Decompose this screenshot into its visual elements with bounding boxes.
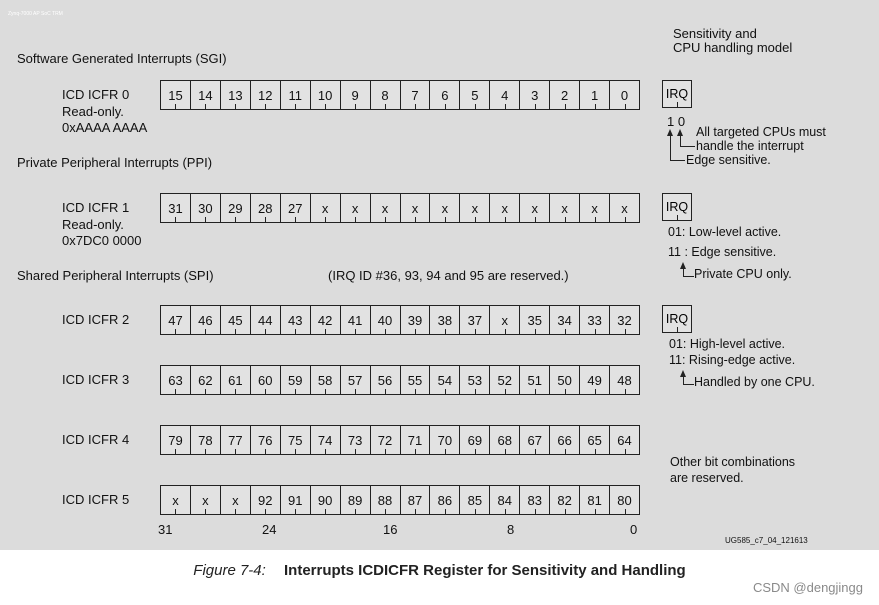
irq-label: IRQ [665,87,689,101]
bit-tick [295,389,296,394]
bit-cell: 78 [191,426,221,454]
bit-cell: 41 [341,306,371,334]
bit-cell: 10 [311,81,341,109]
bit-cell: 14 [191,81,221,109]
bit-cell: 85 [460,486,490,514]
spi-model-c: Handled by one CPU. [694,375,815,389]
other-note-a: Other bit combinations [670,455,796,469]
bit-cell: x [161,486,191,514]
register-row-icfr3 [160,365,640,395]
bit-scale-16: 16 [383,522,398,537]
irq-label: IRQ [665,312,689,326]
bit-cell: x [550,194,580,222]
bit-cell: 72 [371,426,401,454]
bit-cell: 63 [161,366,191,394]
bit-tick [535,509,536,514]
bit-cell: 82 [550,486,580,514]
bit-tick [535,449,536,454]
bit-cell: 71 [401,426,431,454]
bit-tick [475,509,476,514]
bit-cell: 39 [401,306,431,334]
bit-tick [175,217,176,222]
figure-number: Figure 7-4: [193,562,266,579]
bit-cell: 75 [281,426,311,454]
bit-cell: 42 [311,306,341,334]
bit-tick [175,389,176,394]
bit-tick [325,104,326,109]
bit-tick [205,389,206,394]
bit-tick [265,217,266,222]
spi-model-a: 01: High-level active. [669,337,786,351]
ppi-model-a: 01: Low-level active. [668,225,782,239]
bit-cell: 56 [371,366,401,394]
bit-tick [325,389,326,394]
bit-scale-31: 31 [158,522,173,537]
bit-cell: 1 [580,81,610,109]
watermark: CSDN @dengjingg [752,580,863,595]
bit-scale-0: 0 [630,522,638,537]
bit-tick [445,329,446,334]
bit-tick [445,449,446,454]
bit-tick [625,509,626,514]
register-name: ICD ICFR 2 [62,312,130,327]
bit-tick [295,217,296,222]
bit-tick [535,104,536,109]
ppi-bracket [683,268,694,277]
bit-tick [505,509,506,514]
bit-tick [415,509,416,514]
bit-tick [505,217,506,222]
bit-tick [595,389,596,394]
bit-tick [355,449,356,454]
register-row-icfr2 [160,305,640,335]
bit-tick [265,509,266,514]
sgi-bit0-bracket [680,136,695,147]
bit-cell: x [401,194,431,222]
sgi-model-c: Edge sensitive. [686,153,771,167]
bit-cell: 89 [341,486,371,514]
bit-cell: 8 [371,81,401,109]
other-note-b: are reserved. [670,471,744,485]
bit-cell: 53 [460,366,490,394]
bit-tick [595,329,596,334]
bit-tick [445,509,446,514]
bit-cell: x [371,194,401,222]
header-line1: Sensitivity and [673,26,757,41]
bit-cell: 65 [580,426,610,454]
bit-cell: 67 [520,426,550,454]
bit-tick [505,389,506,394]
spi-reserved-note: (IRQ ID #36, 93, 94 and 95 are reserved.) [328,268,569,283]
bit-cell: 7 [401,81,431,109]
bit-tick [415,389,416,394]
bit-cell: 60 [251,366,281,394]
bit-cell: 28 [251,194,281,222]
bit-cell: 46 [191,306,221,334]
register-access: Read-only. [62,104,124,119]
register-name: ICD ICFR 3 [62,372,130,387]
bit-cell: 64 [610,426,639,454]
bit-cell: 52 [490,366,520,394]
irq-field-ppi [662,193,692,221]
bit-tick [595,449,596,454]
bit-tick [235,329,236,334]
bit-tick [235,509,236,514]
bit-cell: 61 [221,366,251,394]
bit-tick [325,217,326,222]
bit-cell: 35 [520,306,550,334]
bit-cell: 73 [341,426,371,454]
bit-cell: 2 [550,81,580,109]
bit-cell: x [311,194,341,222]
bit-tick [535,217,536,222]
ppi-model-c: Private CPU only. [694,267,792,281]
bit-tick [265,389,266,394]
ppi-model-b: 11 : Edge sensitive. [668,245,777,259]
bit-tick [505,329,506,334]
bit-cell: 58 [311,366,341,394]
bit-tick [385,217,386,222]
bit-cell: 31 [161,194,191,222]
bit-cell: x [191,486,221,514]
bit-tick [325,329,326,334]
bit-tick [355,389,356,394]
sgi-bit0-arrow [677,129,683,136]
bit-tick [295,509,296,514]
bit-scale-24: 24 [262,522,277,537]
bit-cell: x [490,194,520,222]
bit-tick [295,329,296,334]
bit-tick [355,509,356,514]
register-row-icfr1 [160,193,640,223]
bit-tick [205,449,206,454]
bit-tick [445,389,446,394]
bit-cell: x [341,194,371,222]
bit-cell: 4 [490,81,520,109]
bit-cell: 76 [251,426,281,454]
bit-cell: 87 [401,486,431,514]
bit-cell: 29 [221,194,251,222]
register-reset-value: 0xAAAA AAAA [62,120,148,135]
bit-cell: 45 [221,306,251,334]
bit-tick [235,389,236,394]
bit-cell: 50 [550,366,580,394]
bit-cell: 27 [281,194,311,222]
bit-tick [205,509,206,514]
bit-tick [505,449,506,454]
irq-field-spi [662,305,692,333]
register-row-icfr4 [160,425,640,455]
bit-cell: 86 [430,486,460,514]
bit-cell: x [610,194,639,222]
sgi-model-a: All targeted CPUs must [696,125,826,139]
bit-tick [535,329,536,334]
register-access: Read-only. [62,217,124,232]
bit-cell: 69 [460,426,490,454]
bit-tick [475,389,476,394]
bit-cell: 83 [520,486,550,514]
spi-model-b: 11: Rising-edge active. [669,353,796,367]
register-name: ICD ICFR 1 [62,200,130,215]
bit-tick [235,449,236,454]
bit-tick [295,449,296,454]
register-name: ICD ICFR 0 [62,87,130,102]
bit-tick [175,104,176,109]
bit-cell: 68 [490,426,520,454]
bit-tick [595,217,596,222]
bit-cell: 15 [161,81,191,109]
bit-cell: 34 [550,306,580,334]
bit-tick [565,329,566,334]
bit-tick [625,449,626,454]
bit-cell: 5 [460,81,490,109]
bit-cell: 92 [251,486,281,514]
bit-tick [475,217,476,222]
bit-tick [295,104,296,109]
bit-tick [415,217,416,222]
bit-tick [325,509,326,514]
bit-cell: 49 [580,366,610,394]
bit-cell: 40 [371,306,401,334]
bit-tick [355,104,356,109]
bit-cell: 6 [430,81,460,109]
section-ppi: Private Peripheral Interrupts (PPI) [17,155,213,170]
figure-id: UG585_c7_04_121613 [725,536,808,545]
bit-tick [475,104,476,109]
bit-scale-8: 8 [507,522,515,537]
bit-cell: 59 [281,366,311,394]
bit-tick [175,509,176,514]
bit-tick [235,217,236,222]
bit-tick [595,104,596,109]
bit-tick [325,449,326,454]
bit-tick [625,104,626,109]
bit-tick [205,104,206,109]
bit-tick [625,389,626,394]
bit-tick [205,217,206,222]
bit-tick [625,329,626,334]
bit-tick [625,217,626,222]
irq-label: IRQ [665,200,689,214]
bit-cell: x [460,194,490,222]
bit-tick [565,217,566,222]
bit-cell: 51 [520,366,550,394]
bit-cell: 12 [251,81,281,109]
bit-tick [385,104,386,109]
bit-tick [385,509,386,514]
bit-tick [265,104,266,109]
bit-tick [265,329,266,334]
bit-cell: 13 [221,81,251,109]
bit-tick [175,329,176,334]
bit-cell: 55 [401,366,431,394]
bit-tick [595,509,596,514]
register-name: ICD ICFR 4 [62,432,130,447]
bit-cell: 48 [610,366,639,394]
register-name: ICD ICFR 5 [62,492,130,507]
bit-tick [265,449,266,454]
corner-tag: Zynq-7000 AP SoC TRM [8,11,63,17]
bit-cell: x [221,486,251,514]
bit-tick [385,329,386,334]
bit-cell: 70 [430,426,460,454]
bit-cell: 62 [191,366,221,394]
bit-tick [355,329,356,334]
register-row-icfr0 [160,80,640,110]
bit-tick [235,104,236,109]
spi-bracket [683,376,694,385]
bit-cell: 47 [161,306,191,334]
bit-cell: 3 [520,81,550,109]
section-sgi: Software Generated Interrupts (SGI) [17,51,227,66]
bit-tick [385,389,386,394]
header-line2: CPU handling model [673,40,793,55]
bit-tick [565,449,566,454]
bit-tick [385,449,386,454]
bit-cell: 37 [460,306,490,334]
sgi-model-b: handle the interrupt [696,139,804,153]
bit-tick [535,389,536,394]
bit-cell: 74 [311,426,341,454]
bit-tick [415,329,416,334]
bit-cell: 33 [580,306,610,334]
bit-cell: 57 [341,366,371,394]
bit-cell: x [580,194,610,222]
bit-cell: 30 [191,194,221,222]
bit-cell: x [430,194,460,222]
register-row-icfr5 [160,485,640,515]
bit-tick [475,449,476,454]
sgi-bit1-arrow [667,129,673,136]
bit-cell: 84 [490,486,520,514]
bit-tick [415,449,416,454]
bit-cell: 80 [610,486,639,514]
bit-tick [505,104,506,109]
bit-cell: x [490,306,520,334]
bit-cell: 79 [161,426,191,454]
figure-caption [0,562,879,579]
sgi-bit-indices: 1 0 [667,114,686,129]
bit-tick [205,329,206,334]
bit-tick [475,329,476,334]
bit-cell: 32 [610,306,639,334]
bit-cell: 81 [580,486,610,514]
bit-cell: 88 [371,486,401,514]
bit-cell: 0 [610,81,639,109]
bit-cell: 38 [430,306,460,334]
bit-tick [565,389,566,394]
bit-tick [565,509,566,514]
bit-cell: 43 [281,306,311,334]
bit-cell: 11 [281,81,311,109]
bit-tick [565,104,566,109]
figure-title: Interrupts ICDICFR Register for Sensitivity and Handling [284,562,686,579]
section-spi: Shared Peripheral Interrupts (SPI) [17,268,214,283]
bit-cell: x [520,194,550,222]
bit-cell: 66 [550,426,580,454]
bit-tick [445,104,446,109]
bit-tick [415,104,416,109]
bit-tick [175,449,176,454]
bit-cell: 9 [341,81,371,109]
irq-field-sgi [662,80,692,108]
bit-tick [445,217,446,222]
bit-cell: 44 [251,306,281,334]
bit-cell: 90 [311,486,341,514]
bit-cell: 91 [281,486,311,514]
bit-tick [355,217,356,222]
register-reset-value: 0x7DC0 0000 [62,233,142,248]
bit-cell: 54 [430,366,460,394]
bit-cell: 77 [221,426,251,454]
